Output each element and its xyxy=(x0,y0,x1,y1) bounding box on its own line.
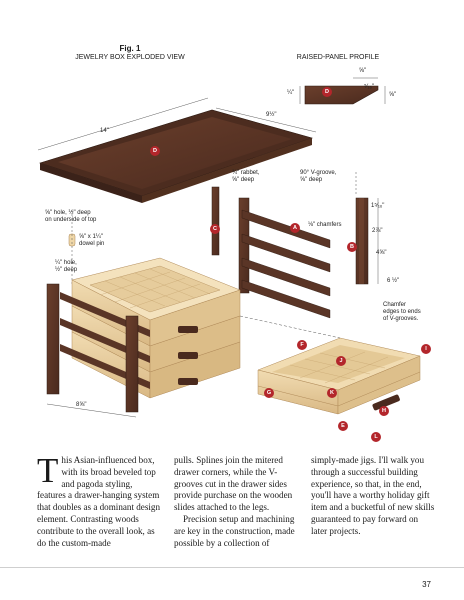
dim-lid-depth: 9½" xyxy=(266,112,277,118)
dim-base-width: 8⅝" xyxy=(76,402,87,408)
page-number: 37 xyxy=(422,580,431,589)
dim-profile-left: ¼" xyxy=(287,90,295,96)
dim-vgroove: 90° V-groove, ⅝" deep xyxy=(300,170,337,183)
dim-chamfers: ⅛" chamfers xyxy=(308,222,342,228)
marker-j: J xyxy=(336,356,346,366)
dim-leg-top: 1⁵⁄₁₆" xyxy=(371,203,385,209)
footer-rule xyxy=(0,567,464,568)
raised-panel-profile xyxy=(300,78,385,104)
article-column-2 xyxy=(174,455,298,549)
article-paragraph-1: his Asian-influenced box, with its broad beveled top and pagoda styling, features a drawer-hanging system that doubles as a dominant design element. Contrasting woods contribute to the overall look, as do the custom-made xyxy=(37,455,160,548)
dim-hole-leg: ¼" hole, ½" deep xyxy=(55,260,78,273)
dim-dowel: ⅝" x 1¼" dowel pin xyxy=(79,234,105,247)
dim-leg-mid: 2⅞" xyxy=(372,228,383,234)
dim-profile-right: ⅝" xyxy=(389,92,397,98)
article-column-3 xyxy=(311,455,435,549)
drop-cap: T xyxy=(37,451,59,490)
marker-i: I xyxy=(421,344,431,354)
article-paragraph-2: Precision setup and machining are key in the construction, made possible by a collection of xyxy=(174,513,295,548)
profile-title: RAISED-PANEL PROFILE xyxy=(296,54,380,61)
marker-d-profile: D xyxy=(322,87,332,97)
open-drawer xyxy=(240,316,420,414)
dim-leg-full: 6 ½" xyxy=(387,278,400,284)
marker-k: K xyxy=(327,388,337,398)
marker-e: E xyxy=(338,421,348,431)
marker-g: G xyxy=(264,388,274,398)
article-column-1 xyxy=(37,451,161,549)
marker-f: F xyxy=(297,340,307,350)
main-box-assembly xyxy=(47,258,240,417)
dim-lid-width: 14" xyxy=(100,128,109,134)
marker-a: A xyxy=(290,223,300,233)
marker-h: H xyxy=(379,406,389,416)
dim-rabbet: ¾" rabbet, ⅝" deep xyxy=(232,170,260,183)
marker-b: B xyxy=(347,242,357,252)
dim-profile-bevel: ⁵⁄₁₆" xyxy=(364,84,375,90)
article-body xyxy=(37,451,435,549)
dim-profile-top: ⅝" xyxy=(359,68,367,74)
marker-d-lid: D xyxy=(150,146,160,156)
dim-hole-top: ⅝" hole, ½" deep on underside of top xyxy=(45,210,97,223)
article-paragraph-1-cont: pulls. Splines join the mitered drawer corners, while the V-grooves cut in the drawer sides provide purchase on the wooden slides attached to the legs. xyxy=(174,455,293,513)
dim-leg-lower: 4⅝" xyxy=(376,250,387,256)
dim-chamfer-note: Chamfer edges to ends of V-grooves. xyxy=(383,302,421,322)
marker-c: C xyxy=(210,224,220,234)
marker-l: L xyxy=(371,432,381,442)
article-paragraph-2-cont: simply-made jigs. I'll walk you through a successful building experience, so that, in the end, you'll have a worthy holiday gift item and a bucketful of new skills guaranteed to pay forward on later projects. xyxy=(311,455,435,536)
figure-title: Fig. 1 JEWELRY BOX EXPLODED VIEW xyxy=(75,44,185,61)
